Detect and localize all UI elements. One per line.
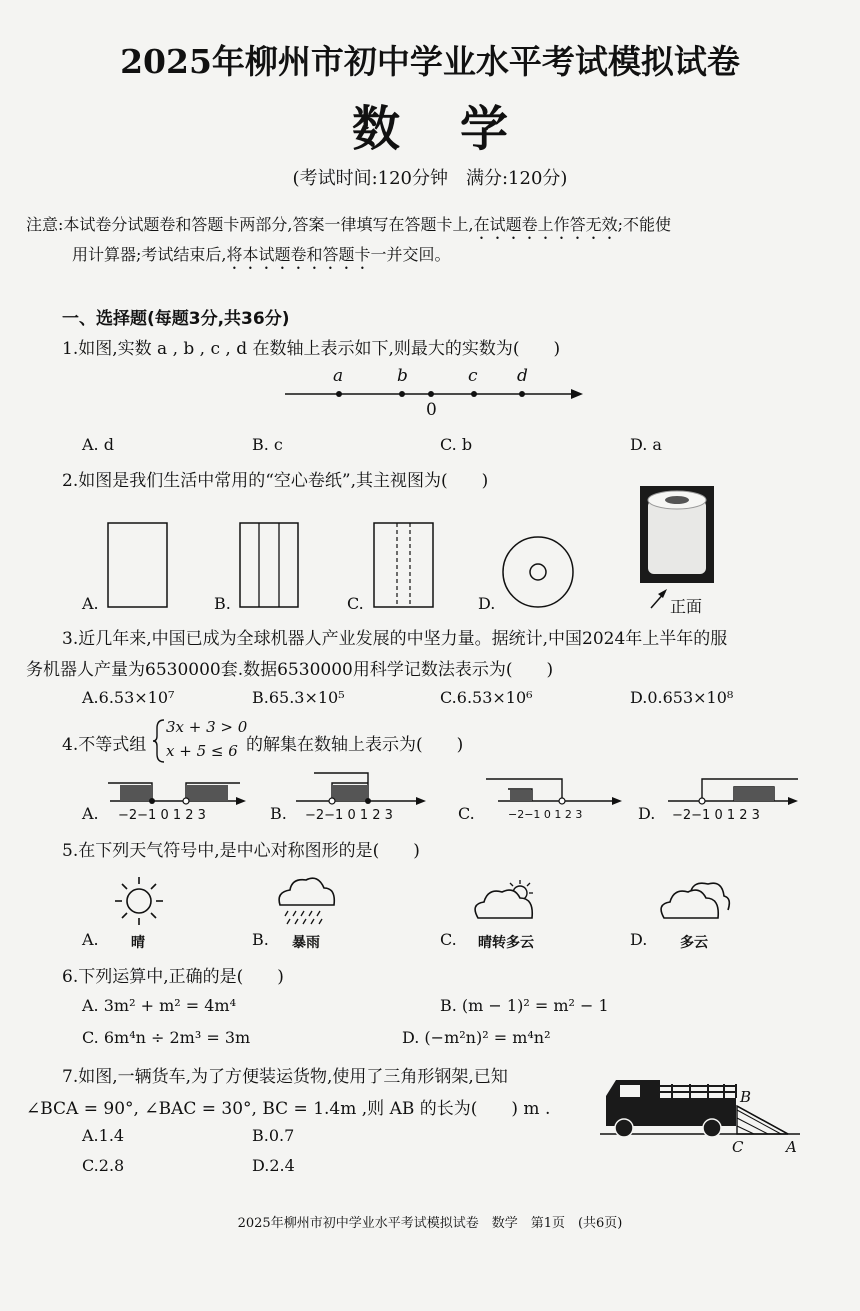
q4-stem-b: 的解集在数轴上表示为( ) [246,735,464,755]
q1-zero-label: 0 [426,400,437,420]
q4-option-b: B. [270,804,287,823]
q4-inequality-2: x + 5 ≤ 6 [166,742,238,760]
q1-option-b: B. c [252,435,283,454]
notice-text: 一并交回。 [370,245,451,264]
q7-stem-line-1: 7.如图,一辆货车,为了方便装运货物,使用了三角形钢架,已知 [62,1067,508,1087]
q5-option-c: C. [440,930,457,949]
q6-option-b: B. (m − 1)² = m² − 1 [440,996,609,1015]
q1-option-d: D. a [630,435,662,454]
q7-option-b: B.0.7 [252,1126,295,1145]
q4-ticks-d: −2−1 0 1 2 3 [672,808,760,823]
notice-text: ;不能使 [617,215,671,234]
q2-option-c: C. [347,594,364,613]
q3-option-a: A.6.53×10⁷ [82,688,175,707]
q1-option-c: C. b [440,435,473,454]
q5-label-cloudy: 多云 [680,935,708,951]
q5-option-d: D. [630,930,648,949]
q4-ticks-c: −2−1 0 1 2 3 [508,808,583,821]
q2-option-a: A. [82,594,99,613]
q2-option-d: D. [478,594,496,613]
section-title: 一、选择题(每题3分,共36分) [62,309,290,329]
q3-option-d: D.0.653×10⁸ [630,688,734,707]
notice-text: 注意:本试卷分试题卷和答题卡两部分,答案一律填写在答题卡上, [26,215,474,234]
q6-stem: 6.下列运算中,正确的是( ) [62,967,284,987]
q1-label-c: c [468,366,478,386]
q4-stem-a: 4.不等式组 [62,735,147,755]
q2-option-b: B. [214,594,231,613]
q7-option-a: A.1.4 [82,1126,125,1145]
q7-stem-line-2: ∠BCA = 90°, ∠BAC = 30°, BC = 1.4m ,则 AB 的长为( ) m . [26,1099,551,1119]
notice-text: 用计算器;考试结束后, [72,245,227,264]
q1-label-b: b [397,366,408,386]
exam-title: 2025年柳州市初中学业水平考试模拟试卷 [120,42,740,81]
q5-label-sunny: 晴 [131,935,145,951]
q4-ticks-b: −2−1 0 1 2 3 [305,808,393,823]
q5-option-a: A. [82,930,99,949]
q1-label-d: d [517,366,528,386]
q5-label-sunny-to-cloudy: 晴转多云 [478,935,534,951]
q3-option-c: C.6.53×10⁶ [440,688,533,707]
q5-stem: 5.在下列天气符号中,是中心对称图形的是( ) [62,841,420,861]
q3-stem-line-1: 3.近几年来,中国已成为全球机器人产业发展的中坚力量。据统计,中国2024年上半年的服 [62,629,728,649]
q4-option-a: A. [82,804,99,823]
q7-point-c: C [732,1138,744,1156]
q6-option-c: C. 6m⁴n ÷ 2m³ = 3m [82,1028,251,1047]
subject-title: 数学 [351,101,568,157]
q2-stem: 2.如图是我们生活中常用的“空心卷纸”,其主视图为( ) [62,471,489,491]
q4-inequality-1: 3x + 3 > 0 [166,718,248,736]
q1-label-a: a [333,366,344,386]
q5-option-b: B. [252,930,269,949]
page-footer: 2025年柳州市初中学业水平考试模拟试卷 数学 第1页 (共6页) [237,1216,623,1231]
q3-stem-line-2: 务机器人产量为6530000套.数据6530000用科学记数法表示为( ) [26,660,554,680]
q7-option-d: D.2.4 [252,1156,295,1175]
notice-emphasis: 将本试题卷和答题卡 [226,245,371,264]
q4-option-c: C. [458,804,475,823]
q5-label-rainstorm: 暴雨 [292,935,320,951]
q1-stem: 1.如图,实数 a , b , c , d 在数轴上表示如下,则最大的实数为( ) [62,339,561,359]
notice-emphasis: 在试题卷上作答无效 [473,215,618,234]
q3-option-b: B.65.3×10⁵ [252,688,345,707]
q7-point-a: A [786,1138,797,1156]
q7-point-b: B [740,1088,752,1106]
q4-ticks-a: −2−1 0 1 2 3 [118,808,206,823]
exam-info: (考试时间:120分钟 满分:120分) [292,168,568,189]
q4-option-d: D. [638,804,656,823]
q2-front-label: 正面 [670,597,703,616]
q1-option-a: A. d [82,435,114,454]
q6-option-a: A. 3m² + m² = 4m⁴ [82,996,236,1015]
q7-option-c: C.2.8 [82,1156,125,1175]
q6-option-d: D. (−m²n)² = m⁴n² [402,1028,551,1047]
